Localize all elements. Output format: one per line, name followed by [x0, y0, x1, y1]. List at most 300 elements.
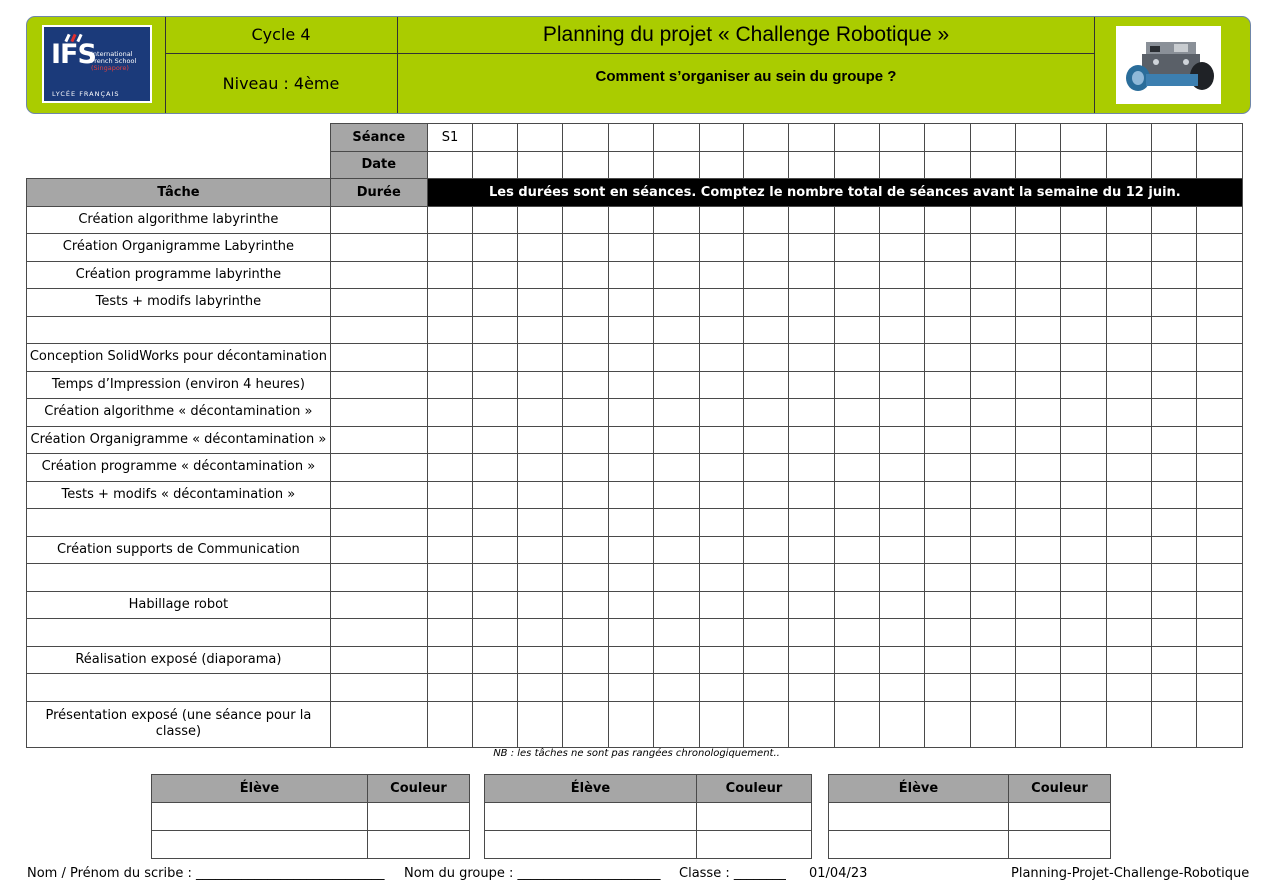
schedule-cell[interactable]	[789, 289, 835, 317]
schedule-cell[interactable]	[653, 454, 699, 482]
schedule-cell[interactable]	[835, 509, 880, 537]
schedule-cell[interactable]	[427, 454, 472, 482]
schedule-cell[interactable]	[880, 674, 925, 702]
schedule-cell[interactable]	[1061, 289, 1107, 317]
schedule-cell[interactable]	[562, 316, 608, 344]
schedule-cell[interactable]	[1107, 564, 1152, 592]
schedule-cell[interactable]	[971, 454, 1016, 482]
schedule-cell[interactable]	[1061, 371, 1107, 399]
schedule-cell[interactable]	[925, 399, 971, 427]
seance-cell[interactable]	[1107, 124, 1152, 152]
schedule-cell[interactable]	[653, 399, 699, 427]
schedule-cell[interactable]	[1152, 454, 1197, 482]
seance-cell[interactable]	[925, 124, 971, 152]
schedule-cell[interactable]	[1196, 234, 1242, 262]
duree-cell[interactable]	[330, 619, 427, 647]
schedule-cell[interactable]	[1107, 399, 1152, 427]
schedule-cell[interactable]	[562, 701, 608, 747]
schedule-cell[interactable]	[1196, 564, 1242, 592]
schedule-cell[interactable]	[744, 509, 789, 537]
schedule-cell[interactable]	[925, 536, 971, 564]
schedule-cell[interactable]	[1107, 426, 1152, 454]
schedule-cell[interactable]	[427, 289, 472, 317]
schedule-cell[interactable]	[1016, 481, 1061, 509]
schedule-cell[interactable]	[1061, 234, 1107, 262]
schedule-cell[interactable]	[835, 426, 880, 454]
schedule-cell[interactable]	[789, 454, 835, 482]
schedule-cell[interactable]	[1196, 509, 1242, 537]
schedule-cell[interactable]	[835, 619, 880, 647]
schedule-cell[interactable]	[1152, 536, 1197, 564]
schedule-cell[interactable]	[517, 481, 562, 509]
date-cell[interactable]	[1016, 151, 1061, 179]
schedule-cell[interactable]	[744, 674, 789, 702]
schedule-cell[interactable]	[472, 509, 517, 537]
schedule-cell[interactable]	[699, 701, 744, 747]
schedule-cell[interactable]	[744, 234, 789, 262]
schedule-cell[interactable]	[925, 344, 971, 372]
schedule-cell[interactable]	[1152, 481, 1197, 509]
schedule-cell[interactable]	[744, 289, 789, 317]
duree-cell[interactable]	[330, 289, 427, 317]
schedule-cell[interactable]	[472, 454, 517, 482]
schedule-cell[interactable]	[1061, 206, 1107, 234]
date-cell[interactable]	[1061, 151, 1107, 179]
schedule-cell[interactable]	[1152, 316, 1197, 344]
schedule-cell[interactable]	[608, 591, 653, 619]
schedule-cell[interactable]	[835, 701, 880, 747]
schedule-cell[interactable]	[1016, 674, 1061, 702]
couleur-cell[interactable]	[697, 831, 812, 859]
schedule-cell[interactable]	[562, 481, 608, 509]
schedule-cell[interactable]	[427, 481, 472, 509]
couleur-cell[interactable]	[368, 803, 470, 831]
schedule-cell[interactable]	[835, 674, 880, 702]
duree-cell[interactable]	[330, 371, 427, 399]
schedule-cell[interactable]	[1107, 674, 1152, 702]
schedule-cell[interactable]	[925, 509, 971, 537]
seance-cell[interactable]	[699, 124, 744, 152]
date-cell[interactable]	[971, 151, 1016, 179]
schedule-cell[interactable]	[653, 536, 699, 564]
schedule-cell[interactable]	[562, 591, 608, 619]
schedule-cell[interactable]	[562, 619, 608, 647]
date-cell[interactable]	[653, 151, 699, 179]
schedule-cell[interactable]	[699, 619, 744, 647]
schedule-cell[interactable]	[1152, 399, 1197, 427]
schedule-cell[interactable]	[1061, 399, 1107, 427]
schedule-cell[interactable]	[562, 426, 608, 454]
schedule-cell[interactable]	[608, 509, 653, 537]
schedule-cell[interactable]	[789, 206, 835, 234]
schedule-cell[interactable]	[653, 591, 699, 619]
duree-cell[interactable]	[330, 344, 427, 372]
schedule-cell[interactable]	[1061, 316, 1107, 344]
schedule-cell[interactable]	[835, 564, 880, 592]
schedule-cell[interactable]	[925, 701, 971, 747]
schedule-cell[interactable]	[699, 316, 744, 344]
schedule-cell[interactable]	[517, 344, 562, 372]
schedule-cell[interactable]	[517, 674, 562, 702]
schedule-cell[interactable]	[653, 426, 699, 454]
schedule-cell[interactable]	[699, 509, 744, 537]
schedule-cell[interactable]	[562, 234, 608, 262]
schedule-cell[interactable]	[1061, 509, 1107, 537]
schedule-cell[interactable]	[699, 206, 744, 234]
schedule-cell[interactable]	[608, 426, 653, 454]
schedule-cell[interactable]	[880, 344, 925, 372]
date-cell[interactable]	[472, 151, 517, 179]
schedule-cell[interactable]	[835, 454, 880, 482]
schedule-cell[interactable]	[699, 261, 744, 289]
seance-cell[interactable]	[608, 124, 653, 152]
schedule-cell[interactable]	[971, 399, 1016, 427]
schedule-cell[interactable]	[517, 701, 562, 747]
schedule-cell[interactable]	[925, 371, 971, 399]
schedule-cell[interactable]	[517, 564, 562, 592]
schedule-cell[interactable]	[699, 289, 744, 317]
duree-cell[interactable]	[330, 509, 427, 537]
schedule-cell[interactable]	[472, 481, 517, 509]
schedule-cell[interactable]	[835, 316, 880, 344]
schedule-cell[interactable]	[925, 454, 971, 482]
schedule-cell[interactable]	[925, 646, 971, 674]
schedule-cell[interactable]	[1016, 454, 1061, 482]
schedule-cell[interactable]	[517, 371, 562, 399]
schedule-cell[interactable]	[427, 344, 472, 372]
schedule-cell[interactable]	[1152, 426, 1197, 454]
schedule-cell[interactable]	[653, 289, 699, 317]
schedule-cell[interactable]	[1107, 316, 1152, 344]
schedule-cell[interactable]	[562, 564, 608, 592]
schedule-cell[interactable]	[1016, 316, 1061, 344]
schedule-cell[interactable]	[789, 481, 835, 509]
duree-cell[interactable]	[330, 591, 427, 619]
schedule-cell[interactable]	[653, 234, 699, 262]
schedule-cell[interactable]	[562, 674, 608, 702]
schedule-cell[interactable]	[1107, 481, 1152, 509]
schedule-cell[interactable]	[427, 426, 472, 454]
schedule-cell[interactable]	[1152, 646, 1197, 674]
schedule-cell[interactable]	[925, 564, 971, 592]
schedule-cell[interactable]	[835, 399, 880, 427]
schedule-cell[interactable]	[789, 316, 835, 344]
schedule-cell[interactable]	[653, 701, 699, 747]
schedule-cell[interactable]	[744, 591, 789, 619]
schedule-cell[interactable]	[971, 509, 1016, 537]
seance-cell[interactable]	[835, 124, 880, 152]
schedule-cell[interactable]	[472, 536, 517, 564]
schedule-cell[interactable]	[699, 564, 744, 592]
schedule-cell[interactable]	[744, 564, 789, 592]
schedule-cell[interactable]	[562, 261, 608, 289]
schedule-cell[interactable]	[608, 234, 653, 262]
duree-cell[interactable]	[330, 454, 427, 482]
schedule-cell[interactable]	[925, 234, 971, 262]
schedule-cell[interactable]	[608, 701, 653, 747]
schedule-cell[interactable]	[835, 536, 880, 564]
schedule-cell[interactable]	[653, 619, 699, 647]
schedule-cell[interactable]	[517, 206, 562, 234]
schedule-cell[interactable]	[925, 289, 971, 317]
schedule-cell[interactable]	[880, 234, 925, 262]
schedule-cell[interactable]	[1016, 564, 1061, 592]
schedule-cell[interactable]	[699, 481, 744, 509]
schedule-cell[interactable]	[789, 426, 835, 454]
schedule-cell[interactable]	[653, 564, 699, 592]
schedule-cell[interactable]	[608, 454, 653, 482]
date-cell[interactable]	[1196, 151, 1242, 179]
schedule-cell[interactable]	[427, 509, 472, 537]
schedule-cell[interactable]	[1107, 454, 1152, 482]
schedule-cell[interactable]	[1196, 619, 1242, 647]
schedule-cell[interactable]	[699, 674, 744, 702]
schedule-cell[interactable]	[971, 564, 1016, 592]
schedule-cell[interactable]	[925, 674, 971, 702]
schedule-cell[interactable]	[562, 646, 608, 674]
schedule-cell[interactable]	[835, 261, 880, 289]
schedule-cell[interactable]	[608, 289, 653, 317]
date-cell[interactable]	[699, 151, 744, 179]
schedule-cell[interactable]	[608, 674, 653, 702]
schedule-cell[interactable]	[971, 344, 1016, 372]
schedule-cell[interactable]	[880, 509, 925, 537]
schedule-cell[interactable]	[880, 316, 925, 344]
schedule-cell[interactable]	[789, 261, 835, 289]
duree-cell[interactable]	[330, 261, 427, 289]
schedule-cell[interactable]	[1152, 564, 1197, 592]
schedule-cell[interactable]	[1196, 261, 1242, 289]
schedule-cell[interactable]	[562, 289, 608, 317]
schedule-cell[interactable]	[562, 399, 608, 427]
couleur-cell[interactable]	[368, 831, 470, 859]
schedule-cell[interactable]	[517, 426, 562, 454]
schedule-cell[interactable]	[472, 674, 517, 702]
schedule-cell[interactable]	[744, 344, 789, 372]
schedule-cell[interactable]	[1196, 701, 1242, 747]
schedule-cell[interactable]	[517, 591, 562, 619]
schedule-cell[interactable]	[880, 701, 925, 747]
date-cell[interactable]	[925, 151, 971, 179]
schedule-cell[interactable]	[1016, 371, 1061, 399]
duree-cell[interactable]	[330, 206, 427, 234]
couleur-cell[interactable]	[697, 803, 812, 831]
schedule-cell[interactable]	[608, 316, 653, 344]
schedule-cell[interactable]	[608, 619, 653, 647]
schedule-cell[interactable]	[971, 619, 1016, 647]
schedule-cell[interactable]	[653, 316, 699, 344]
schedule-cell[interactable]	[880, 399, 925, 427]
schedule-cell[interactable]	[1196, 646, 1242, 674]
schedule-cell[interactable]	[562, 344, 608, 372]
schedule-cell[interactable]	[1061, 344, 1107, 372]
schedule-cell[interactable]	[427, 316, 472, 344]
schedule-cell[interactable]	[517, 399, 562, 427]
schedule-cell[interactable]	[562, 371, 608, 399]
couleur-cell[interactable]	[1009, 803, 1111, 831]
schedule-cell[interactable]	[880, 426, 925, 454]
eleve-cell[interactable]	[485, 831, 697, 859]
schedule-cell[interactable]	[427, 399, 472, 427]
schedule-cell[interactable]	[971, 646, 1016, 674]
schedule-cell[interactable]	[1061, 646, 1107, 674]
schedule-cell[interactable]	[1196, 591, 1242, 619]
date-cell[interactable]	[880, 151, 925, 179]
schedule-cell[interactable]	[1196, 454, 1242, 482]
schedule-cell[interactable]	[427, 674, 472, 702]
schedule-cell[interactable]	[608, 646, 653, 674]
schedule-cell[interactable]	[925, 316, 971, 344]
duree-cell[interactable]	[330, 701, 427, 747]
schedule-cell[interactable]	[1061, 536, 1107, 564]
seance-cell[interactable]	[744, 124, 789, 152]
schedule-cell[interactable]	[835, 591, 880, 619]
schedule-cell[interactable]	[1016, 261, 1061, 289]
schedule-cell[interactable]	[472, 234, 517, 262]
schedule-cell[interactable]	[835, 344, 880, 372]
schedule-cell[interactable]	[880, 536, 925, 564]
schedule-cell[interactable]	[880, 564, 925, 592]
schedule-cell[interactable]	[1196, 316, 1242, 344]
schedule-cell[interactable]	[427, 619, 472, 647]
schedule-cell[interactable]	[1152, 674, 1197, 702]
schedule-cell[interactable]	[608, 536, 653, 564]
schedule-cell[interactable]	[608, 564, 653, 592]
schedule-cell[interactable]	[1196, 399, 1242, 427]
schedule-cell[interactable]	[789, 344, 835, 372]
schedule-cell[interactable]	[1016, 619, 1061, 647]
schedule-cell[interactable]	[971, 674, 1016, 702]
schedule-cell[interactable]	[835, 646, 880, 674]
seance-cell[interactable]	[653, 124, 699, 152]
schedule-cell[interactable]	[880, 481, 925, 509]
schedule-cell[interactable]	[1107, 509, 1152, 537]
schedule-cell[interactable]	[653, 206, 699, 234]
duree-cell[interactable]	[330, 646, 427, 674]
schedule-cell[interactable]	[880, 261, 925, 289]
schedule-cell[interactable]	[1061, 591, 1107, 619]
schedule-cell[interactable]	[1061, 454, 1107, 482]
schedule-cell[interactable]	[472, 289, 517, 317]
schedule-cell[interactable]	[562, 509, 608, 537]
schedule-cell[interactable]	[1152, 371, 1197, 399]
schedule-cell[interactable]	[789, 399, 835, 427]
eleve-cell[interactable]	[829, 831, 1009, 859]
schedule-cell[interactable]	[653, 481, 699, 509]
schedule-cell[interactable]	[971, 371, 1016, 399]
schedule-cell[interactable]	[880, 206, 925, 234]
seance-cell[interactable]	[1061, 124, 1107, 152]
couleur-cell[interactable]	[1009, 831, 1111, 859]
duree-cell[interactable]	[330, 481, 427, 509]
schedule-cell[interactable]	[653, 371, 699, 399]
schedule-cell[interactable]	[744, 426, 789, 454]
eleve-cell[interactable]	[152, 803, 368, 831]
schedule-cell[interactable]	[1061, 674, 1107, 702]
schedule-cell[interactable]	[1107, 591, 1152, 619]
schedule-cell[interactable]	[1016, 509, 1061, 537]
schedule-cell[interactable]	[517, 646, 562, 674]
schedule-cell[interactable]	[744, 371, 789, 399]
schedule-cell[interactable]	[835, 289, 880, 317]
eleve-cell[interactable]	[829, 803, 1009, 831]
schedule-cell[interactable]	[427, 261, 472, 289]
schedule-cell[interactable]	[562, 536, 608, 564]
schedule-cell[interactable]	[835, 206, 880, 234]
schedule-cell[interactable]	[789, 564, 835, 592]
date-cell[interactable]	[1152, 151, 1197, 179]
schedule-cell[interactable]	[472, 399, 517, 427]
schedule-cell[interactable]	[427, 234, 472, 262]
schedule-cell[interactable]	[1152, 701, 1197, 747]
schedule-cell[interactable]	[562, 206, 608, 234]
schedule-cell[interactable]	[925, 481, 971, 509]
date-cell[interactable]	[1107, 151, 1152, 179]
schedule-cell[interactable]	[517, 536, 562, 564]
duree-cell[interactable]	[330, 316, 427, 344]
schedule-cell[interactable]	[1061, 481, 1107, 509]
seance-cell[interactable]	[1152, 124, 1197, 152]
schedule-cell[interactable]	[1107, 234, 1152, 262]
duree-cell[interactable]	[330, 674, 427, 702]
schedule-cell[interactable]	[699, 371, 744, 399]
schedule-cell[interactable]	[1107, 289, 1152, 317]
eleve-cell[interactable]	[152, 831, 368, 859]
schedule-cell[interactable]	[1016, 536, 1061, 564]
schedule-cell[interactable]	[971, 701, 1016, 747]
duree-cell[interactable]	[330, 399, 427, 427]
schedule-cell[interactable]	[789, 646, 835, 674]
schedule-cell[interactable]	[427, 591, 472, 619]
schedule-cell[interactable]	[1061, 261, 1107, 289]
schedule-cell[interactable]	[971, 234, 1016, 262]
schedule-cell[interactable]	[472, 646, 517, 674]
schedule-cell[interactable]	[472, 701, 517, 747]
schedule-cell[interactable]	[880, 289, 925, 317]
schedule-cell[interactable]	[880, 371, 925, 399]
schedule-cell[interactable]	[699, 591, 744, 619]
date-cell[interactable]	[427, 151, 472, 179]
schedule-cell[interactable]	[925, 591, 971, 619]
schedule-cell[interactable]	[427, 371, 472, 399]
schedule-cell[interactable]	[517, 454, 562, 482]
date-cell[interactable]	[789, 151, 835, 179]
schedule-cell[interactable]	[1152, 591, 1197, 619]
date-cell[interactable]	[517, 151, 562, 179]
schedule-cell[interactable]	[1016, 701, 1061, 747]
schedule-cell[interactable]	[744, 399, 789, 427]
schedule-cell[interactable]	[653, 344, 699, 372]
schedule-cell[interactable]	[789, 234, 835, 262]
date-cell[interactable]	[608, 151, 653, 179]
schedule-cell[interactable]	[925, 206, 971, 234]
schedule-cell[interactable]	[1196, 206, 1242, 234]
seance-cell[interactable]	[971, 124, 1016, 152]
schedule-cell[interactable]	[880, 454, 925, 482]
schedule-cell[interactable]	[699, 536, 744, 564]
schedule-cell[interactable]	[1107, 206, 1152, 234]
seance-cell[interactable]	[472, 124, 517, 152]
schedule-cell[interactable]	[472, 426, 517, 454]
schedule-cell[interactable]	[744, 536, 789, 564]
schedule-cell[interactable]	[427, 646, 472, 674]
schedule-cell[interactable]	[653, 509, 699, 537]
schedule-cell[interactable]	[1107, 344, 1152, 372]
schedule-cell[interactable]	[971, 426, 1016, 454]
schedule-cell[interactable]	[472, 591, 517, 619]
duree-cell[interactable]	[330, 536, 427, 564]
seance-cell[interactable]	[517, 124, 562, 152]
